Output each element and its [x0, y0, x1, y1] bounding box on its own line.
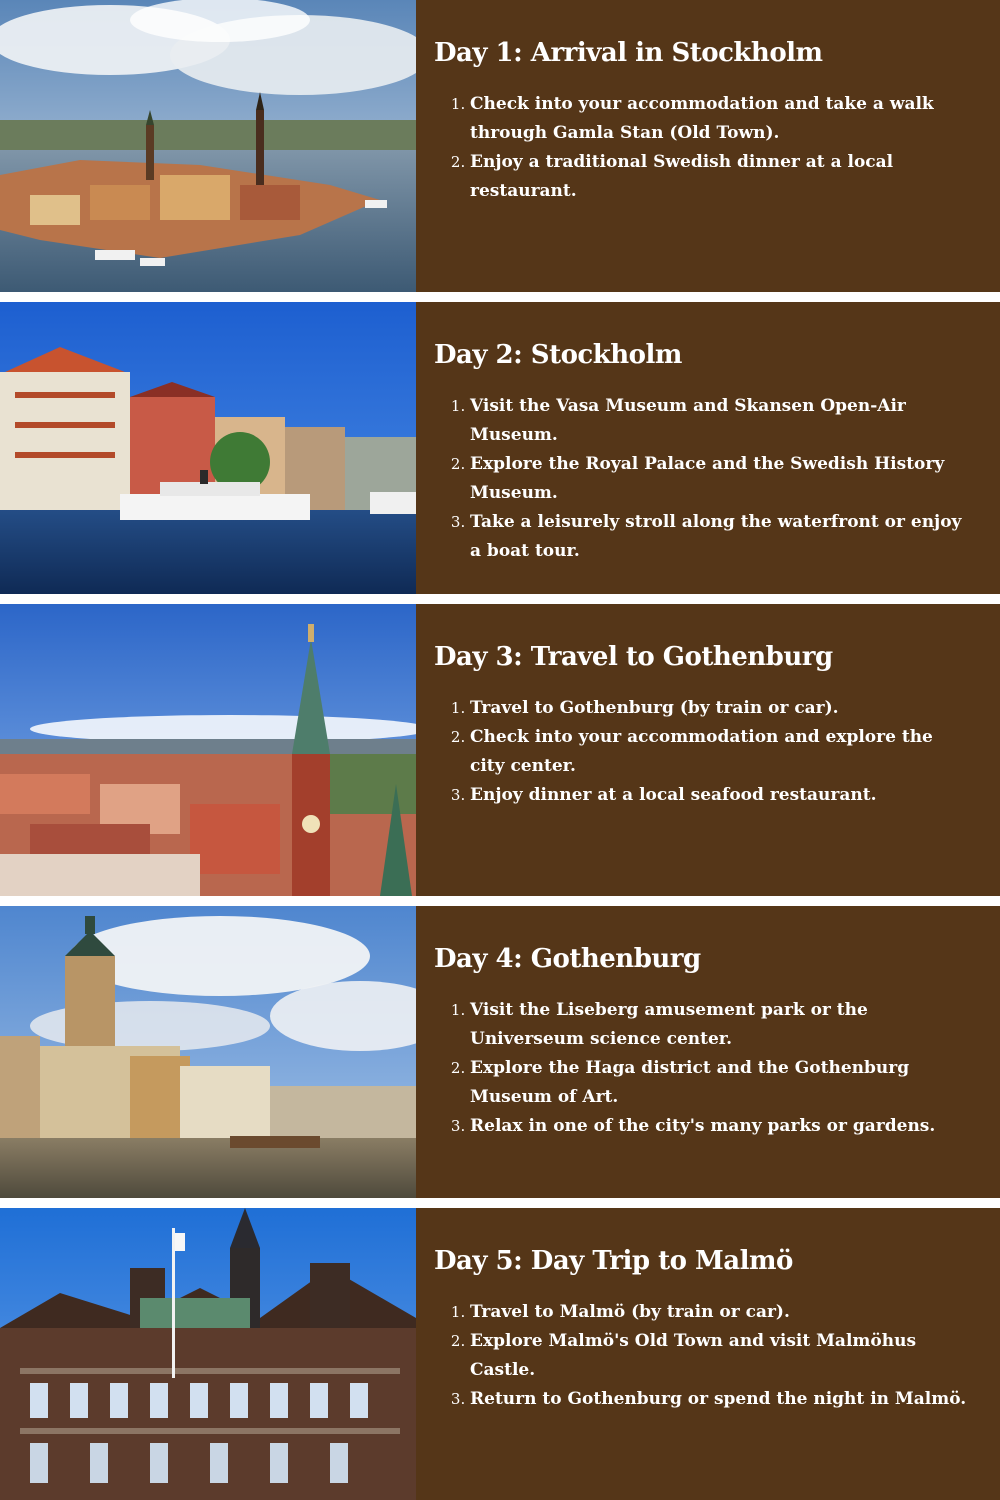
day-2-activities: [434, 392, 972, 566]
list-item: 2. Enjoy a traditional Swedish dinner at a local restaurant.: [470, 148, 972, 206]
day-4-activities: [434, 996, 972, 1141]
list-item: 2. Explore Malmö's Old Town and visit Malmöhus Castle.: [470, 1327, 972, 1385]
gothenburg-skyline-photo: [0, 604, 416, 896]
day-5-activities: [434, 1298, 972, 1414]
list-item: 2. Check into your accommodation and explore the city center.: [470, 723, 972, 781]
list-item: 3. Return to Gothenburg or spend the night in Malmö.: [470, 1385, 972, 1414]
day-1-title: Day 1: Arrival in Stockholm: [434, 38, 823, 68]
malmo-city-hall-photo: [0, 1208, 416, 1500]
list-item: 3. Take a leisurely stroll along the waterfront or enjoy a boat tour.: [470, 508, 972, 566]
day-3-panel: [416, 604, 1000, 896]
day-4-panel: [416, 906, 1000, 1198]
day-5-card: [0, 1208, 1000, 1500]
day-5-title: Day 5: Day Trip to Malmö: [434, 1246, 793, 1276]
list-item: 3. Relax in one of the city's many parks or gardens.: [470, 1112, 972, 1141]
list-item: 3. Enjoy dinner at a local seafood restaurant.: [470, 781, 972, 810]
day-1-card: [0, 0, 1000, 292]
day-3-activities: [434, 694, 972, 810]
day-2-panel: [416, 302, 1000, 594]
day-2-card: [0, 302, 1000, 594]
day-1-panel: [416, 0, 1000, 292]
gothenburg-canal-photo: [0, 906, 416, 1198]
list-item: 1. Travel to Malmö (by train or car).: [470, 1298, 972, 1327]
list-item: 2. Explore the Royal Palace and the Swedish History Museum.: [470, 450, 972, 508]
day-5-panel: [416, 1208, 1000, 1500]
day-3-title: Day 3: Travel to Gothenburg: [434, 642, 833, 672]
day-1-activities: [434, 90, 972, 206]
list-item: 2. Explore the Haga district and the Gothenburg Museum of Art.: [470, 1054, 972, 1112]
day-4-title: Day 4: Gothenburg: [434, 944, 701, 974]
list-item: 1. Check into your accommodation and take a walk through Gamla Stan (Old Town).: [470, 90, 972, 148]
list-item: 1. Travel to Gothenburg (by train or car).: [470, 694, 972, 723]
day-4-card: [0, 906, 1000, 1198]
list-item: 1. Visit the Vasa Museum and Skansen Open-Air Museum.: [470, 392, 972, 450]
day-2-title: Day 2: Stockholm: [434, 340, 682, 370]
stockholm-waterfront-photo: [0, 302, 416, 594]
stockholm-old-town-photo: [0, 0, 416, 292]
list-item: 1. Visit the Liseberg amusement park or the Universeum science center.: [470, 996, 972, 1054]
day-3-card: [0, 604, 1000, 896]
